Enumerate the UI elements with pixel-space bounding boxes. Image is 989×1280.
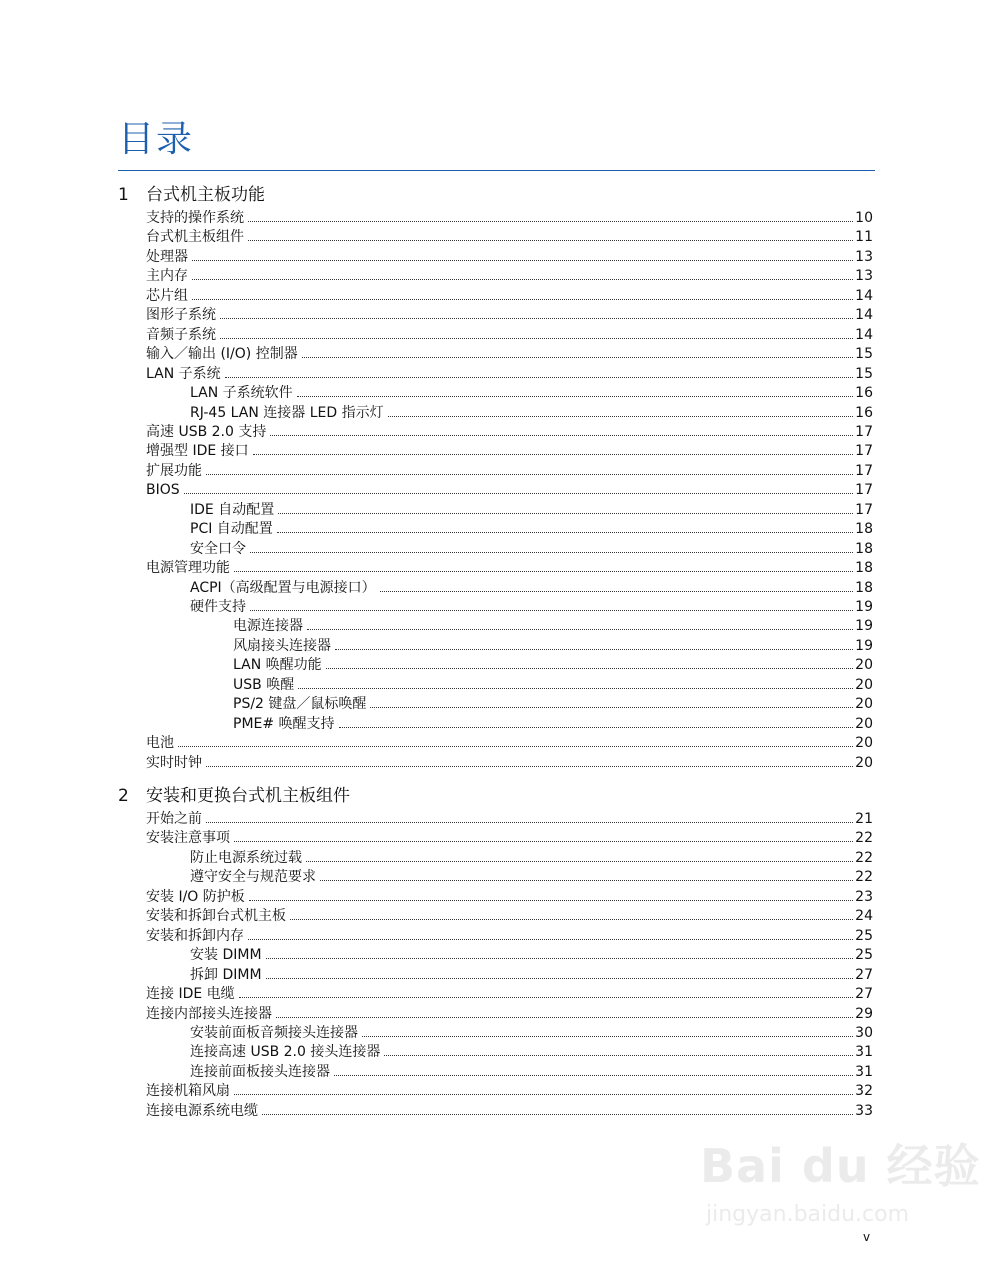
dot-leader xyxy=(248,221,853,222)
toc-entry[interactable] xyxy=(233,656,873,675)
toc-entry-page: 13 xyxy=(855,268,873,285)
toc-entry-label: LAN 子系统 xyxy=(146,365,221,382)
dot-leader xyxy=(262,1114,853,1115)
dot-leader xyxy=(302,357,853,358)
toc-entry[interactable] xyxy=(146,559,873,578)
toc-entry-page: 18 xyxy=(855,560,873,577)
dot-leader xyxy=(253,454,854,455)
toc-entry-page: 22 xyxy=(855,849,873,866)
toc-entry[interactable] xyxy=(190,868,873,887)
dot-leader xyxy=(326,668,854,669)
toc-entry-label: 电源管理功能 xyxy=(146,560,230,577)
dot-leader xyxy=(206,474,853,475)
toc-entry[interactable] xyxy=(190,520,873,539)
toc-entry[interactable] xyxy=(146,888,873,907)
toc-entry-label: 硬件支持 xyxy=(190,599,246,615)
dot-leader xyxy=(184,493,854,494)
toc-entry[interactable] xyxy=(190,501,873,520)
toc-entry-page: 25 xyxy=(855,927,873,944)
toc-entry[interactable] xyxy=(190,579,873,598)
watermark-url: jingyan.baidu.com xyxy=(706,1202,910,1227)
toc-entry-label: 增强型 IDE 接口 xyxy=(146,443,249,460)
dot-leader xyxy=(307,629,853,630)
toc-entry[interactable] xyxy=(146,442,873,461)
toc-entry-label: 扩展功能 xyxy=(146,462,202,479)
toc-entry-label: IDE 自动配置 xyxy=(190,501,275,518)
toc-entry-label: 连接前面板接头连接器 xyxy=(190,1063,330,1080)
toc-entry-label: PS/2 键盘／鼠标唤醒 xyxy=(233,696,367,713)
toc-entry[interactable] xyxy=(146,985,873,1004)
dot-leader xyxy=(298,688,853,689)
chapter-number: 2 xyxy=(118,786,129,806)
toc-entry-page: 19 xyxy=(855,618,873,635)
toc-entry-page: 21 xyxy=(855,811,873,827)
toc-entry-page: 15 xyxy=(855,365,873,382)
dot-leader xyxy=(384,1055,853,1056)
toc-entry-page: 20 xyxy=(855,715,873,732)
dot-leader xyxy=(234,1094,853,1095)
chapter-title: 安装和更换台式机主板组件 xyxy=(146,786,350,806)
toc-entry-page: 11 xyxy=(855,229,873,246)
dot-leader xyxy=(248,240,853,241)
toc-entry-label: 安全口令 xyxy=(190,540,246,557)
toc-entry[interactable] xyxy=(146,228,873,247)
toc-entry[interactable] xyxy=(146,248,873,267)
toc-entry[interactable] xyxy=(146,810,873,829)
toc-entry[interactable] xyxy=(190,540,873,559)
dot-leader xyxy=(270,435,853,436)
toc-entry-label: 音频子系统 xyxy=(146,326,216,343)
toc-entry-label: 实时时钟 xyxy=(146,754,202,771)
watermark-logo: Bai du 经验 xyxy=(700,1139,981,1193)
toc-entry-label: 主内存 xyxy=(146,268,188,285)
toc-entry[interactable] xyxy=(146,209,873,228)
toc-entry-page: 33 xyxy=(855,1102,873,1119)
toc-entry[interactable] xyxy=(146,365,873,384)
toc-entry[interactable] xyxy=(146,287,873,306)
toc-entry[interactable] xyxy=(146,754,873,773)
toc-entry[interactable] xyxy=(146,1005,873,1024)
dot-leader xyxy=(335,649,853,650)
toc-entry-label: 图形子系统 xyxy=(146,307,216,324)
toc-entry-page: 16 xyxy=(855,404,873,421)
dot-leader xyxy=(278,513,853,514)
dot-leader xyxy=(178,746,853,747)
toc-entry[interactable] xyxy=(233,695,873,714)
toc-entry-page: 27 xyxy=(855,986,873,1003)
toc-entry-label: 芯片组 xyxy=(146,287,188,304)
toc-entry-label: 处理器 xyxy=(146,248,188,265)
toc-entry-label: 安装和拆卸内存 xyxy=(146,927,244,944)
toc-entry[interactable] xyxy=(146,326,873,345)
toc-entry[interactable] xyxy=(146,1082,873,1101)
toc-entry-label: 拆卸 DIMM xyxy=(190,966,262,983)
toc-entry[interactable] xyxy=(146,1102,873,1121)
toc-entry-page: 32 xyxy=(855,1083,873,1100)
toc-entry-page: 25 xyxy=(855,947,873,964)
toc-entry-page: 17 xyxy=(855,443,873,460)
dot-leader xyxy=(306,861,853,862)
toc-entry-page: 18 xyxy=(855,540,873,557)
toc-entry-label: 连接 IDE 电缆 xyxy=(146,986,235,1003)
dot-leader xyxy=(362,1036,853,1037)
toc-entry-label: 连接高速 USB 2.0 接头连接器 xyxy=(190,1044,381,1061)
toc-entry-page: 18 xyxy=(855,579,873,596)
page-number: v xyxy=(863,1230,871,1244)
toc-entry-label: USB 唤醒 xyxy=(233,676,295,693)
dot-leader xyxy=(234,841,853,842)
toc-entry-page: 17 xyxy=(855,501,873,518)
dot-leader xyxy=(339,727,854,728)
toc-entry-page: 24 xyxy=(855,908,873,925)
dot-leader xyxy=(297,396,854,397)
toc-entry[interactable] xyxy=(190,849,873,868)
toc-entry-page: 14 xyxy=(855,287,873,304)
toc-entry-label: 电池 xyxy=(146,735,174,752)
toc-entry-page: 22 xyxy=(855,869,873,886)
toc-entry-label: 开始之前 xyxy=(146,811,202,827)
toc-entry-label: 风扇接头连接器 xyxy=(233,637,331,654)
dot-leader xyxy=(225,377,854,378)
toc-entry-label: LAN 唤醒功能 xyxy=(233,657,322,674)
dot-leader xyxy=(192,299,853,300)
toc-entry-page: 20 xyxy=(855,754,873,771)
toc-entry-page: 31 xyxy=(855,1063,873,1080)
toc-entry-page: 19 xyxy=(855,637,873,654)
dot-leader xyxy=(248,939,853,940)
toc-entry[interactable] xyxy=(190,598,873,617)
toc-entry[interactable] xyxy=(233,715,873,734)
dot-leader xyxy=(276,1017,853,1018)
toc-entry-page: 20 xyxy=(855,696,873,713)
toc-entry[interactable] xyxy=(190,1024,873,1043)
toc-entry-page: 13 xyxy=(855,248,873,265)
dot-leader xyxy=(388,416,854,417)
dot-leader xyxy=(206,822,853,823)
toc-entry-label: BIOS xyxy=(146,482,180,499)
toc-entry[interactable] xyxy=(146,927,873,946)
toc-entry-page: 17 xyxy=(855,423,873,440)
toc-entry-label: 安装 I/O 防护板 xyxy=(146,888,245,905)
watermark xyxy=(700,1130,981,1240)
dot-leader xyxy=(370,707,853,708)
toc-entry[interactable] xyxy=(190,946,873,965)
dot-leader xyxy=(220,338,853,339)
toc-entry[interactable] xyxy=(190,966,873,985)
toc-entry[interactable] xyxy=(146,734,873,753)
toc-entry-page: 20 xyxy=(855,657,873,674)
dot-leader xyxy=(277,532,853,533)
toc-entry[interactable] xyxy=(146,306,873,325)
toc-entry-label: 连接电源系统电缆 xyxy=(146,1102,258,1119)
chapter-heading[interactable] xyxy=(118,785,350,807)
toc-entry-label: LAN 子系统软件 xyxy=(190,385,293,402)
toc-entry[interactable] xyxy=(233,676,873,695)
toc-entry-label: 防止电源系统过载 xyxy=(190,849,302,866)
dot-leader xyxy=(290,919,853,920)
toc-entry[interactable] xyxy=(190,1063,873,1082)
toc-entry-label: 安装 DIMM xyxy=(190,947,262,964)
toc-entry-page: 14 xyxy=(855,307,873,324)
toc-entry-page: 17 xyxy=(855,462,873,479)
dot-leader xyxy=(234,571,853,572)
dot-leader xyxy=(250,610,853,611)
dot-leader xyxy=(320,880,853,881)
toc-entry-page: 31 xyxy=(855,1044,873,1061)
toc-entry-label: 安装和拆卸台式机主板 xyxy=(146,908,286,925)
toc-entry[interactable] xyxy=(146,345,873,364)
toc-entry-page: 16 xyxy=(855,385,873,402)
page-title: 目录 xyxy=(118,119,195,160)
toc-entry-label: PCI 自动配置 xyxy=(190,521,273,538)
toc-entry-page: 20 xyxy=(855,676,873,693)
toc-entry-label: 台式机主板组件 xyxy=(146,229,244,246)
toc-entry-page: 22 xyxy=(855,830,873,847)
toc-entry-page: 18 xyxy=(855,521,873,538)
dot-leader xyxy=(266,978,854,979)
toc-entry[interactable] xyxy=(146,829,873,848)
toc-entry-label: ACPI（高级配置与电源接口） xyxy=(190,579,376,596)
toc-entry-label: 安装前面板音频接头连接器 xyxy=(190,1024,358,1041)
toc-entry[interactable] xyxy=(190,384,873,403)
chapter-title: 台式机主板功能 xyxy=(146,185,265,205)
toc-entry-label: 支持的操作系统 xyxy=(146,210,244,226)
toc-entry[interactable] xyxy=(233,637,873,656)
toc-entry-page: 19 xyxy=(855,599,873,615)
title-divider xyxy=(118,170,875,171)
toc-entry[interactable] xyxy=(190,1043,873,1062)
toc-entry-label: 高速 USB 2.0 支持 xyxy=(146,423,267,440)
dot-leader xyxy=(192,260,853,261)
toc-entry-label: 输入／输出 (I/O) 控制器 xyxy=(146,346,298,363)
dot-leader xyxy=(239,997,854,998)
toc-entry-label: PME# 唤醒支持 xyxy=(233,715,335,732)
dot-leader xyxy=(220,318,853,319)
toc-entry-page: 17 xyxy=(855,482,873,499)
toc-entry-label: 连接机箱风扇 xyxy=(146,1083,230,1100)
toc-entry-page: 20 xyxy=(855,735,873,752)
dot-leader xyxy=(380,591,853,592)
toc-entry-label: 连接内部接头连接器 xyxy=(146,1005,272,1022)
dot-leader xyxy=(266,958,854,959)
toc-entry[interactable] xyxy=(146,423,873,442)
toc-entry[interactable] xyxy=(190,404,873,423)
toc-entry-label: 遵守安全与规范要求 xyxy=(190,869,316,886)
toc-entry[interactable] xyxy=(146,462,873,481)
toc-entry[interactable] xyxy=(233,617,873,636)
dot-leader xyxy=(250,552,853,553)
chapter-heading[interactable] xyxy=(118,184,265,206)
toc-entry-page: 27 xyxy=(855,966,873,983)
toc-entry-page: 14 xyxy=(855,326,873,343)
toc-entry[interactable] xyxy=(146,267,873,286)
toc-entry-page: 23 xyxy=(855,888,873,905)
toc-entry-page: 29 xyxy=(855,1005,873,1022)
toc-entry-label: 电源连接器 xyxy=(233,618,303,635)
toc-entry-page: 10 xyxy=(855,210,873,226)
toc-entry-label: RJ-45 LAN 连接器 LED 指示灯 xyxy=(190,404,384,421)
dot-leader xyxy=(249,900,853,901)
chapter-number: 1 xyxy=(118,185,129,205)
toc-entry[interactable] xyxy=(146,907,873,926)
toc-entry-page: 30 xyxy=(855,1024,873,1041)
toc-entry-label: 安装注意事项 xyxy=(146,830,230,847)
toc-entry-page: 15 xyxy=(855,346,873,363)
dot-leader xyxy=(192,279,853,280)
toc-entry[interactable] xyxy=(146,481,873,500)
dot-leader xyxy=(334,1075,853,1076)
dot-leader xyxy=(206,766,853,767)
